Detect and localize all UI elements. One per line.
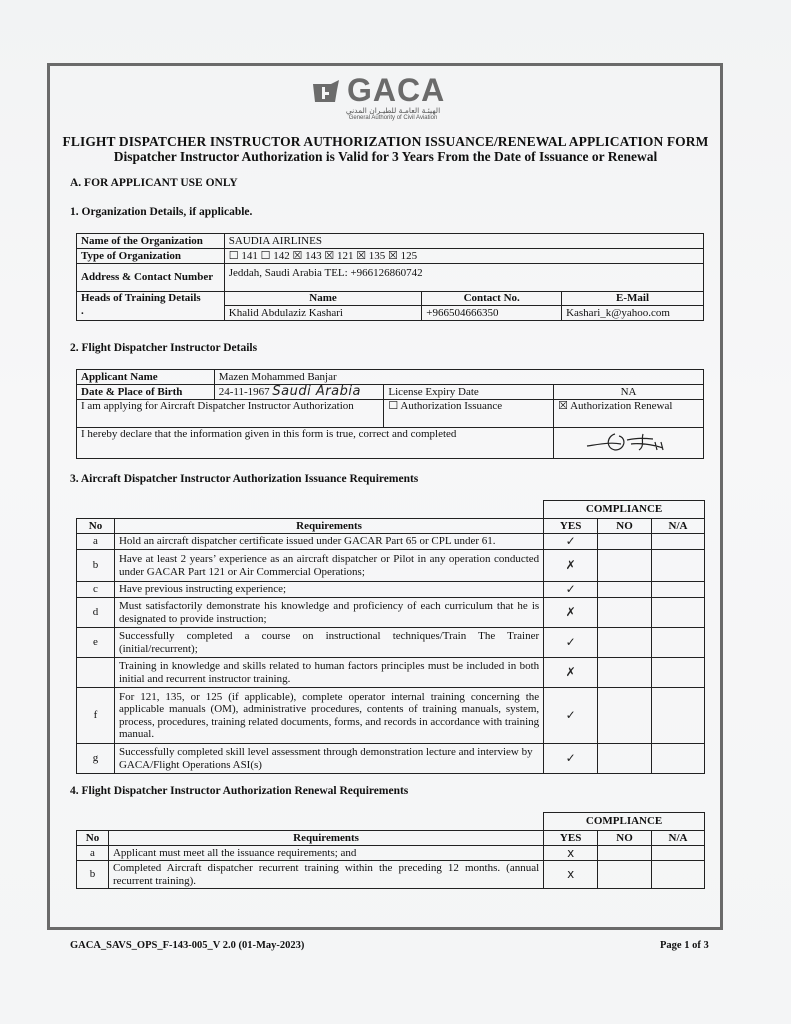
renewal-requirements-table [76,812,705,889]
col-email-header: E-Mail [562,292,704,306]
section-4-heading: 4. Flight Dispatcher Instructor Authorization Renewal Requirements [70,785,409,797]
dob-value: 24-11-1967 [218,385,270,398]
applicant-name-value: Mazen Mohammed Banjar [214,370,703,385]
col-yes-header: YES [544,519,598,534]
form-title: FLIGHT DISPATCHER INSTRUCTOR AUTHORIZATION ISSUANCE/RENEWAL APPLICATION FORM [62,134,709,149]
applying-text: I am applying for Aircraft Dispatcher Instructor Authorization [77,400,384,428]
gaca-logo [311,72,461,126]
col-contact-header: Contact No. [422,292,562,306]
row-no-cell [598,598,652,628]
col-no-compliance-header: NO [598,831,652,846]
row-no [77,658,115,688]
table-row [77,688,705,744]
row-requirement: Applicant must meet all the issuance requirements; and [108,846,543,861]
table-row [77,582,705,598]
license-expiry-label: License Expiry Date [384,385,554,400]
table-row [77,744,705,774]
signature-cell [554,428,704,459]
organization-details-table [76,233,704,321]
section-2-heading: 2. Flight Dispatcher Instructor Details [70,342,258,354]
section-1-heading: 1. Organization Details, if applicable. [70,206,253,218]
org-name-value: SAUDIA AIRLINES [224,234,703,249]
row-no: a [77,846,109,861]
form-subtitle: Dispatcher Instructor Authorization is Valid for 3 Years From the Date of Issuance or Renewal [113,149,658,164]
row-na-cell [652,534,705,550]
row-no-cell [598,861,652,889]
row-requirement: Hold an aircraft dispatcher certificate issued under GACAR Part 65 or CPL under 61. [114,534,543,550]
row-requirement: Successfully completed skill level assessment through demonstration lecture and interview by GACA/Flight Operations ASI(s) [114,744,543,774]
col-name-header: Name [224,292,422,306]
org-type-label: Type of Organization [77,249,225,264]
row-no: b [77,861,109,889]
declaration-text: I hereby declare that the information given in this form is true, correct and completed [77,428,554,459]
row-na-cell [652,598,705,628]
row-yes-mark: x [544,861,598,889]
logo-arabic-text: الهيئـة العامـة للطيـران المدني [345,106,441,115]
table-row [77,846,705,861]
row-no: g [77,744,115,774]
row-requirement: Completed Aircraft dispatcher recurrent training within the preceding 12 months. (annual recurrent training). [108,861,543,889]
row-yes-mark: ✓ [544,582,598,598]
row-requirement: Have previous instructing experience; [114,582,543,598]
authorization-renewal-checkbox: ☒ Authorization Renewal [554,400,704,428]
row-no-cell [598,550,652,582]
row-no-cell [598,688,652,744]
row-na-cell [652,550,705,582]
row-na-cell [652,744,705,774]
row-na-cell [652,688,705,744]
blank-corner [77,813,544,831]
address-label: Address & Contact Number [77,264,225,292]
issuance-requirements-table [76,500,705,774]
col-yes-header: YES [544,831,598,846]
row-no-cell [598,534,652,550]
row-yes-mark: ✓ [544,688,598,744]
row-no-cell [598,628,652,658]
heads-of-training-cell [77,292,225,321]
dob-label: Date & Place of Birth [77,385,215,400]
row-no: a [77,534,115,550]
address-value: Jeddah, Saudi Arabia TEL: +966126860742 [224,264,703,292]
applicant-signature [581,428,677,454]
head-name-value: Khalid Abdulaziz Kashari [224,306,422,321]
dob-cell [214,385,384,400]
table-row [77,598,705,628]
row-no: b [77,550,115,582]
row-no-cell [598,582,652,598]
row-no-cell [598,744,652,774]
logo-wordmark: GACA [347,72,446,108]
table-row [77,861,705,889]
row-yes-mark: ✗ [544,658,598,688]
row-yes-mark: ✓ [544,628,598,658]
table-row [77,534,705,550]
row-no: e [77,628,115,658]
row-na-cell [652,582,705,598]
table-row [77,658,705,688]
row-na-cell [652,861,705,889]
applicant-name-label: Applicant Name [77,370,215,385]
head-contact-value: +966504666350 [422,306,562,321]
section-3-heading: 3. Aircraft Dispatcher Instructor Authorization Issuance Requirements [70,473,419,485]
row-requirement: Successfully completed a course on instructional techniques/Train The Trainer (initial/recurrent); [114,628,543,658]
compliance-header: COMPLIANCE [544,813,705,831]
blank-corner [77,501,544,519]
page-border [47,63,723,930]
heads-of-training-label: Heads of Training Details [81,292,201,304]
row-na-cell [652,658,705,688]
org-name-label: Name of the Organization [77,234,225,249]
row-yes-mark: ✓ [544,534,598,550]
row-yes-mark: ✗ [544,550,598,582]
org-type-value: ☐ 141 ☐ 142 ☒ 143 ☒ 121 ☒ 135 ☒ 125 [224,249,703,264]
col-requirements-header: Requirements [114,519,543,534]
row-no: d [77,598,115,628]
license-expiry-value: NA [554,385,704,400]
row-na-cell [652,628,705,658]
col-no-compliance-header: NO [598,519,652,534]
col-requirements-header: Requirements [108,831,543,846]
compliance-header: COMPLIANCE [544,501,705,519]
row-yes-mark: ✓ [544,744,598,774]
col-na-header: N/A [652,519,705,534]
head-email-value: Kashari_k@yahoo.com [562,306,704,321]
table-row [77,628,705,658]
row-requirement: Must satisfactorily demonstrate his knowledge and proficiency of each curriculum that he is designated to provide instruction; [114,598,543,628]
row-requirement: For 121, 135, or 125 (if applicable), complete operator internal training concerning the applicable manuals (OM), administrative procedures, contents of training manuals, system, process, procedures, training related documents, forms, and records in accordance with training manual. [114,688,543,744]
row-no: c [77,582,115,598]
row-yes-mark: x [544,846,598,861]
row-no-cell [598,846,652,861]
logo-english-text: General Authority of Civil Aviation [348,115,438,121]
col-no-header: No [77,519,115,534]
row-no: f [77,688,115,744]
section-a-heading: A. FOR APPLICANT USE ONLY [70,177,238,189]
table-row [77,550,705,582]
birth-place-handwritten: Saudi Arabia [272,383,361,399]
form-code: GACA_SAVS_OPS_F-143-005_V 2.0 (01-May-2023) [70,940,305,951]
col-na-header: N/A [652,831,705,846]
row-na-cell [652,846,705,861]
heads-dot: . [81,304,84,317]
col-no-header: No [77,831,109,846]
row-yes-mark: ✗ [544,598,598,628]
authorization-issuance-checkbox: ☐ Authorization Issuance [384,400,554,428]
row-requirement: Training in knowledge and skills related to human factors principles must be included in both initial and recurrent instructor training. [114,658,543,688]
row-requirement: Have at least 2 years’ experience as an aircraft dispatcher or Pilot in any operation conducted under GACAR Part 121 or Air Commercial Operations; [114,550,543,582]
row-no-cell [598,658,652,688]
page-number: Page 1 of 3 [660,940,709,951]
gaca-emblem-icon [311,78,341,104]
instructor-details-table [76,369,704,459]
